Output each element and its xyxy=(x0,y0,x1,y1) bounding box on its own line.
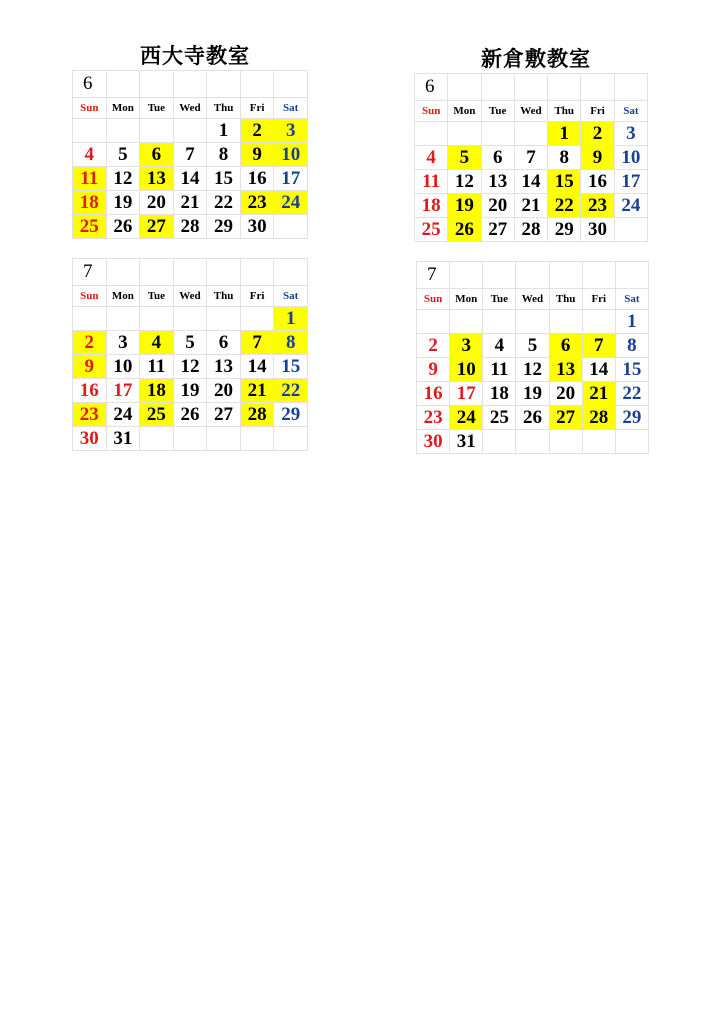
day-cell: 9 xyxy=(581,146,614,170)
day-cell: 17 xyxy=(450,382,483,406)
day-cell: 24 xyxy=(450,406,483,430)
day-cell: 26 xyxy=(106,215,140,239)
day-cell: 7 xyxy=(173,143,207,167)
empty-cell xyxy=(106,71,140,98)
weekday-header: Sat xyxy=(615,289,648,310)
calendar-saidaiji-june xyxy=(72,70,308,239)
empty-cell xyxy=(483,262,516,289)
day-cell: 9 xyxy=(240,143,274,167)
empty-cell xyxy=(140,71,174,98)
day-cell: 31 xyxy=(450,430,483,454)
empty-cell xyxy=(549,262,582,289)
empty-cell xyxy=(549,430,582,454)
weekday-header: Wed xyxy=(516,289,549,310)
day-cell: 8 xyxy=(207,143,241,167)
month-number: 7 xyxy=(73,259,107,286)
day-cell: 6 xyxy=(549,334,582,358)
weekday-header: Sat xyxy=(614,101,647,122)
empty-cell xyxy=(582,310,615,334)
day-cell: 2 xyxy=(581,122,614,146)
weekday-header: Thu xyxy=(207,286,241,307)
empty-cell xyxy=(73,119,107,143)
empty-cell xyxy=(615,430,648,454)
day-cell: 11 xyxy=(415,170,448,194)
day-cell: 12 xyxy=(106,167,140,191)
empty-cell xyxy=(173,119,207,143)
weekday-header: Mon xyxy=(106,98,140,119)
day-cell: 27 xyxy=(549,406,582,430)
day-cell: 20 xyxy=(549,382,582,406)
day-cell: 21 xyxy=(173,191,207,215)
empty-cell xyxy=(481,122,514,146)
day-cell: 21 xyxy=(514,194,547,218)
day-cell: 30 xyxy=(73,427,107,451)
day-cell: 23 xyxy=(240,191,274,215)
day-cell: 18 xyxy=(73,191,107,215)
empty-cell xyxy=(106,307,140,331)
weekday-header: Sat xyxy=(274,98,308,119)
empty-cell xyxy=(514,74,547,101)
weekday-header: Wed xyxy=(173,98,207,119)
weekday-header: Thu xyxy=(207,98,241,119)
day-cell: 10 xyxy=(106,355,140,379)
day-cell: 17 xyxy=(106,379,140,403)
day-cell: 28 xyxy=(173,215,207,239)
day-cell: 10 xyxy=(450,358,483,382)
day-cell: 13 xyxy=(207,355,241,379)
empty-cell xyxy=(274,427,308,451)
empty-cell xyxy=(582,262,615,289)
day-cell: 5 xyxy=(173,331,207,355)
classroom-title-saidaiji: 西大寺教室 xyxy=(140,44,250,68)
day-cell: 7 xyxy=(240,331,274,355)
day-cell: 7 xyxy=(582,334,615,358)
empty-cell xyxy=(140,119,174,143)
day-cell: 9 xyxy=(73,355,107,379)
day-cell: 27 xyxy=(140,215,174,239)
empty-cell xyxy=(240,427,274,451)
day-cell: 11 xyxy=(483,358,516,382)
month-number: 6 xyxy=(415,74,448,101)
day-cell: 15 xyxy=(274,355,308,379)
day-cell: 19 xyxy=(173,379,207,403)
day-cell: 16 xyxy=(73,379,107,403)
day-cell: 22 xyxy=(207,191,241,215)
day-cell: 23 xyxy=(73,403,107,427)
empty-cell xyxy=(240,259,274,286)
day-cell: 3 xyxy=(106,331,140,355)
day-cell: 25 xyxy=(73,215,107,239)
day-cell: 21 xyxy=(240,379,274,403)
weekday-header: Sun xyxy=(415,101,448,122)
day-cell: 3 xyxy=(274,119,308,143)
day-cell: 16 xyxy=(240,167,274,191)
day-cell: 13 xyxy=(140,167,174,191)
day-cell: 3 xyxy=(450,334,483,358)
empty-cell xyxy=(73,307,107,331)
day-cell: 15 xyxy=(615,358,648,382)
day-cell: 12 xyxy=(448,170,481,194)
day-cell: 17 xyxy=(614,170,647,194)
day-cell: 23 xyxy=(417,406,450,430)
day-cell: 27 xyxy=(481,218,514,242)
month-number: 7 xyxy=(417,262,450,289)
empty-cell xyxy=(483,310,516,334)
day-cell: 25 xyxy=(140,403,174,427)
day-cell: 10 xyxy=(614,146,647,170)
empty-cell xyxy=(274,259,308,286)
month-number: 6 xyxy=(73,71,107,98)
weekday-header: Wed xyxy=(173,286,207,307)
day-cell: 20 xyxy=(207,379,241,403)
day-cell: 29 xyxy=(615,406,648,430)
day-cell: 19 xyxy=(516,382,549,406)
day-cell: 19 xyxy=(106,191,140,215)
day-cell: 24 xyxy=(106,403,140,427)
day-cell: 16 xyxy=(581,170,614,194)
day-cell: 4 xyxy=(140,331,174,355)
empty-cell xyxy=(140,427,174,451)
empty-cell xyxy=(448,122,481,146)
day-cell: 8 xyxy=(274,331,308,355)
day-cell: 26 xyxy=(173,403,207,427)
empty-cell xyxy=(548,74,581,101)
day-cell: 5 xyxy=(106,143,140,167)
empty-cell xyxy=(516,430,549,454)
day-cell: 2 xyxy=(73,331,107,355)
day-cell: 15 xyxy=(207,167,241,191)
empty-cell xyxy=(516,310,549,334)
calendar-shinkurashiki-july xyxy=(416,261,649,454)
day-cell: 31 xyxy=(106,427,140,451)
weekday-header: Thu xyxy=(549,289,582,310)
day-cell: 24 xyxy=(274,191,308,215)
day-cell: 22 xyxy=(615,382,648,406)
day-cell: 5 xyxy=(516,334,549,358)
day-cell: 26 xyxy=(516,406,549,430)
day-cell: 27 xyxy=(207,403,241,427)
weekday-header: Sun xyxy=(73,286,107,307)
day-cell: 3 xyxy=(614,122,647,146)
day-cell: 28 xyxy=(240,403,274,427)
day-cell: 4 xyxy=(73,143,107,167)
empty-cell xyxy=(549,310,582,334)
day-cell: 7 xyxy=(514,146,547,170)
day-cell: 17 xyxy=(274,167,308,191)
day-cell: 21 xyxy=(582,382,615,406)
day-cell: 1 xyxy=(207,119,241,143)
empty-cell xyxy=(106,119,140,143)
day-cell: 12 xyxy=(516,358,549,382)
day-cell: 4 xyxy=(415,146,448,170)
weekday-header: Sat xyxy=(274,286,308,307)
empty-cell xyxy=(106,259,140,286)
weekday-header: Sun xyxy=(417,289,450,310)
empty-cell xyxy=(274,215,308,239)
day-cell: 30 xyxy=(581,218,614,242)
day-cell: 13 xyxy=(549,358,582,382)
day-cell: 10 xyxy=(274,143,308,167)
empty-cell xyxy=(516,262,549,289)
day-cell: 11 xyxy=(140,355,174,379)
day-cell: 22 xyxy=(274,379,308,403)
day-cell: 29 xyxy=(207,215,241,239)
day-cell: 9 xyxy=(417,358,450,382)
day-cell: 14 xyxy=(240,355,274,379)
empty-cell xyxy=(207,427,241,451)
empty-cell xyxy=(450,310,483,334)
day-cell: 18 xyxy=(415,194,448,218)
day-cell: 1 xyxy=(274,307,308,331)
weekday-header: Sun xyxy=(73,98,107,119)
day-cell: 20 xyxy=(140,191,174,215)
day-cell: 15 xyxy=(548,170,581,194)
empty-cell xyxy=(615,262,648,289)
weekday-header: Tue xyxy=(481,101,514,122)
empty-cell xyxy=(274,71,308,98)
day-cell: 11 xyxy=(73,167,107,191)
weekday-header: Fri xyxy=(582,289,615,310)
empty-cell xyxy=(514,122,547,146)
weekday-header: Mon xyxy=(448,101,481,122)
day-cell: 1 xyxy=(615,310,648,334)
empty-cell xyxy=(448,74,481,101)
day-cell: 2 xyxy=(417,334,450,358)
day-cell: 28 xyxy=(514,218,547,242)
day-cell: 6 xyxy=(481,146,514,170)
empty-cell xyxy=(240,307,274,331)
empty-cell xyxy=(483,430,516,454)
empty-cell xyxy=(173,259,207,286)
day-cell: 29 xyxy=(274,403,308,427)
empty-cell xyxy=(481,74,514,101)
empty-cell xyxy=(582,430,615,454)
empty-cell xyxy=(140,307,174,331)
weekday-header: Thu xyxy=(548,101,581,122)
day-cell: 8 xyxy=(548,146,581,170)
day-cell: 4 xyxy=(483,334,516,358)
day-cell: 2 xyxy=(240,119,274,143)
weekday-header: Mon xyxy=(450,289,483,310)
empty-cell xyxy=(173,427,207,451)
calendar-shinkurashiki-june xyxy=(414,73,648,242)
empty-cell xyxy=(207,259,241,286)
day-cell: 24 xyxy=(614,194,647,218)
weekday-header: Tue xyxy=(140,98,174,119)
day-cell: 29 xyxy=(548,218,581,242)
day-cell: 5 xyxy=(448,146,481,170)
day-cell: 13 xyxy=(481,170,514,194)
empty-cell xyxy=(173,71,207,98)
day-cell: 8 xyxy=(615,334,648,358)
day-cell: 25 xyxy=(415,218,448,242)
day-cell: 18 xyxy=(483,382,516,406)
empty-cell xyxy=(614,74,647,101)
day-cell: 19 xyxy=(448,194,481,218)
day-cell: 12 xyxy=(173,355,207,379)
day-cell: 20 xyxy=(481,194,514,218)
empty-cell xyxy=(173,307,207,331)
weekday-header: Wed xyxy=(514,101,547,122)
day-cell: 16 xyxy=(417,382,450,406)
weekday-header: Fri xyxy=(581,101,614,122)
empty-cell xyxy=(240,71,274,98)
day-cell: 30 xyxy=(240,215,274,239)
empty-cell xyxy=(415,122,448,146)
empty-cell xyxy=(207,71,241,98)
day-cell: 28 xyxy=(582,406,615,430)
empty-cell xyxy=(207,307,241,331)
day-cell: 23 xyxy=(581,194,614,218)
weekday-header: Tue xyxy=(140,286,174,307)
weekday-header: Tue xyxy=(483,289,516,310)
day-cell: 18 xyxy=(140,379,174,403)
day-cell: 22 xyxy=(548,194,581,218)
calendar-saidaiji-july xyxy=(72,258,308,451)
day-cell: 6 xyxy=(140,143,174,167)
empty-cell xyxy=(450,262,483,289)
classroom-title-shinkurashiki: 新倉敷教室 xyxy=(481,47,591,71)
day-cell: 14 xyxy=(582,358,615,382)
empty-cell xyxy=(581,74,614,101)
day-cell: 6 xyxy=(207,331,241,355)
day-cell: 26 xyxy=(448,218,481,242)
empty-cell xyxy=(140,259,174,286)
empty-cell xyxy=(417,310,450,334)
day-cell: 25 xyxy=(483,406,516,430)
weekday-header: Mon xyxy=(106,286,140,307)
day-cell: 14 xyxy=(173,167,207,191)
empty-cell xyxy=(614,218,647,242)
day-cell: 14 xyxy=(514,170,547,194)
day-cell: 1 xyxy=(548,122,581,146)
day-cell: 30 xyxy=(417,430,450,454)
weekday-header: Fri xyxy=(240,286,274,307)
weekday-header: Fri xyxy=(240,98,274,119)
